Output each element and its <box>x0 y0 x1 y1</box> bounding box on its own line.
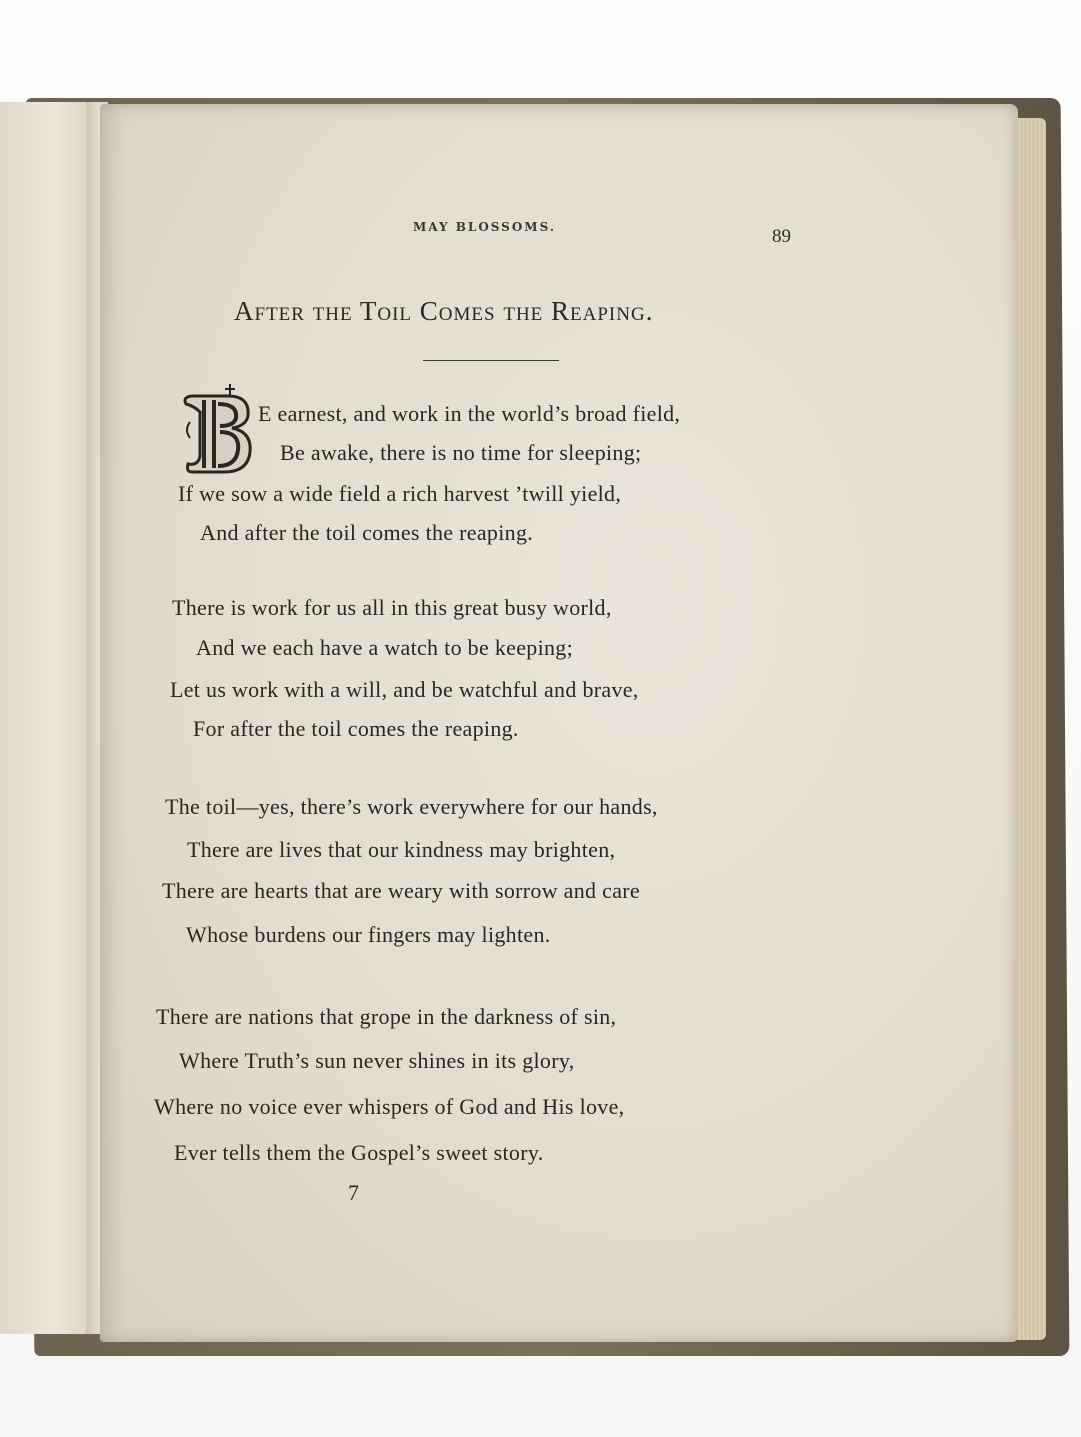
poem-line: And we each have a watch to be keeping; <box>196 635 573 660</box>
page-number: 89 <box>772 226 791 247</box>
poem-line: Be awake, there is no time for sleeping; <box>280 440 642 465</box>
signature-mark: 7 <box>348 1180 359 1205</box>
poem-title: After the Toil Comes the Reaping. <box>234 296 654 326</box>
ornamental-dropcap <box>180 382 254 474</box>
running-header: MAY BLOSSOMS. <box>413 220 556 234</box>
left-page <box>0 102 100 1334</box>
poem-line: If we sow a wide field a rich harvest ’twill yield, <box>178 481 622 506</box>
poem-line: Ever tells them the Gospel’s sweet story. <box>174 1140 544 1165</box>
poem-line: There are hearts that are weary with sorrow and care <box>162 878 640 903</box>
poem-line: Where no voice ever whispers of God and His love, <box>154 1094 625 1119</box>
poem-line: There is work for us all in this great busy world, <box>172 595 612 620</box>
poem-line: And after the toil comes the reaping. <box>200 520 534 545</box>
poem-line: There are nations that grope in the darkness of sin, <box>156 1004 617 1029</box>
poem-line: The toil—yes, there’s work everywhere for our hands, <box>165 794 658 819</box>
poem-line: Where Truth’s sun never shines in its glory, <box>179 1048 575 1073</box>
title-rule <box>423 360 559 361</box>
poem-line: E earnest, and work in the world’s broad field, <box>258 401 681 426</box>
poem-line: There are lives that our kindness may brighten, <box>187 837 616 862</box>
poem-line: Whose burdens our fingers may lighten. <box>186 922 551 947</box>
poem-line: For after the toil comes the reaping. <box>193 716 519 741</box>
poem-line: Let us work with a will, and be watchful and brave, <box>170 677 639 702</box>
